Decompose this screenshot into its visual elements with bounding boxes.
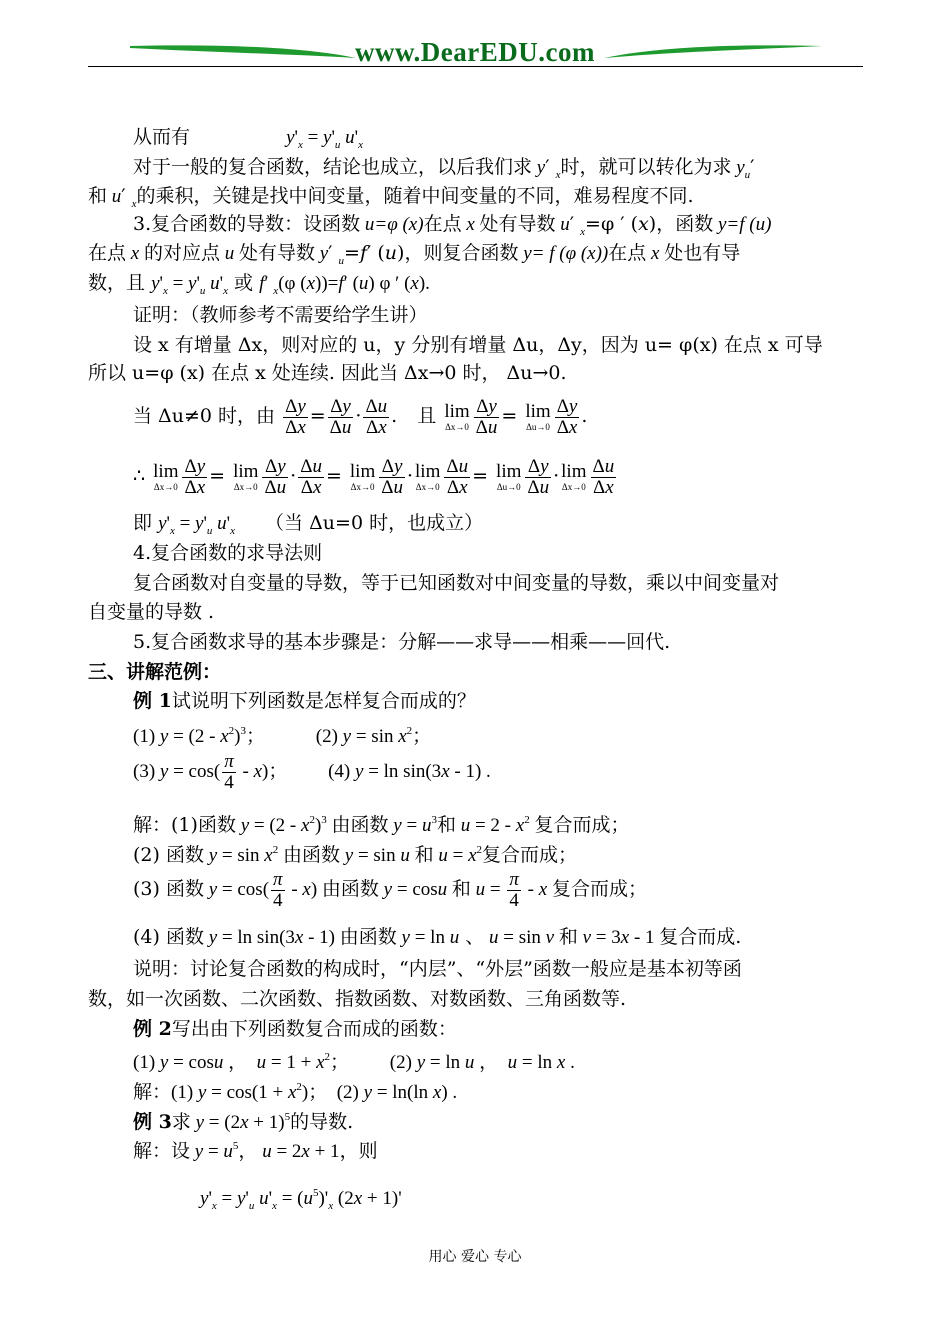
text: 处有导数 (238, 242, 315, 264)
line-7: 证明：（教师参考不需要给学生讲） (133, 304, 428, 326)
text: 和 (436, 814, 456, 836)
text: 函数 (197, 814, 236, 836)
text: 由函数 (339, 926, 397, 948)
text: 或 (234, 272, 254, 294)
text: 和 (88, 185, 108, 207)
text: 对于一般的复合函数，结论也成立，以后我们求 (133, 156, 533, 178)
solution-1: 解：(1)函数 $y = (2 - x^2)^3$ 由函数 $y = u^3$和 $u = 2 - x^2$ 复合而成； (133, 814, 630, 836)
text: 函数 (165, 926, 204, 948)
text: ， (238, 1140, 258, 1162)
text: ，函数 (656, 213, 714, 235)
text: ，则 (339, 1140, 378, 1162)
line-11: ∴ lim Δx→0 $\frac{\Delta y}{\Delta x}$ = lim Δx→0 $\frac{\Delta y}{\Delta u}$ · $\frac{\Delta u}{\Delta x}$ = lim Δx→0 $\frac{\Delta y}{\Delta u}$ · lim Δx→0 $\frac{\Delta u}{\Delta x}$ = lim Δu→0 $\frac{\Delta y}{\Delta u}$ · lim Δx→0 $\frac{\Delta u}{\Delta x}$ (133, 455, 615, 498)
text: 从而有 (133, 126, 191, 148)
text: 由函数 (282, 844, 340, 866)
example-3-solution: 解：设 $y = u^5$， u = 2x + 1，则 (133, 1140, 378, 1162)
text: 的对应点 (143, 242, 220, 264)
line-16: 5.复合函数求导的基本步骤是：分解——求导——相乘——回代. (133, 631, 671, 653)
header-rule (88, 66, 863, 67)
text: 函数 (165, 878, 204, 900)
text: ，则复合函数 (404, 242, 519, 264)
line-9: 所以 u=φ (x) 在点 x 处连续. 因此当 Δx→0 时， Δu→0. (88, 362, 567, 384)
text: 求 (171, 1111, 191, 1133)
example-2-title (133, 1017, 457, 1041)
text: 的乘积，关键是找中间变量，随着中间变量的不同，难易程度不同. (136, 185, 694, 207)
text: 复合而成； (534, 814, 630, 836)
text: 由函数 (321, 878, 379, 900)
text: 试说明下列函数是怎样复合而成的？ (171, 690, 476, 712)
text: 由函数 (331, 814, 389, 836)
line-10: 当 Δu≠0 时，由 $\frac{\Delta y}{\Delta x}$ = $\frac{\Delta y}{\Delta u}$ · $\frac{\Delta u}{\Delta x}$ . 且 lim Δx→0 $\frac{\Delta y}{\Delta u}$ = lim Δu→0 $\frac{\Delta y}{\Delta x}$ . (133, 395, 588, 438)
line-14: 复合函数对自变量的导数，等于已知函数对中间变量的导数，乘以中间变量对 (133, 572, 780, 594)
line-3: 和 u′ $_x$的乘积，关键是找中间变量，随着中间变量的不同，难易程度不同. (88, 185, 694, 210)
example-1-items-b: (3) y = cos( $\frac{\pi}{4}$ - x)； (4) y = ln sin(3x - 1) . (133, 751, 491, 794)
text: 3.复合函数的导数：设函数 (133, 213, 361, 235)
text: 和 (414, 844, 434, 866)
text: 函数 (165, 844, 204, 866)
solution-4: (4) 函数 y = ln sin(3x - 1) 由函数 y = ln u 、 u = sin v 和 v = 3x - 1 复合而成. (133, 926, 742, 948)
solution-3: (3) 函数 y = cos( $\frac{\pi}{4}$ - x) 由函数 y = cosu 和 u = $\frac{\pi}{4}$ - x 复合而成； (133, 869, 647, 912)
text: 复合而成； (551, 878, 647, 900)
line-6: 数，且 $y'_x = y'_u$ $u'_x$ 或 f′ $_x$(φ (x))=f′ (u) φ ′ (x). (88, 272, 430, 297)
solution-2: (2) 函数 $y = \sin x^2$ 由函数 y = sin u 和 $u = x^2$复合而成； (133, 844, 578, 866)
text: 处也有导 (664, 242, 741, 264)
text: 写出由下列函数复合而成的函数： (171, 1018, 457, 1040)
text: 数，且 (88, 272, 146, 294)
line-15: 自变量的导数 . (88, 601, 215, 623)
text: 解： (133, 1081, 172, 1103)
text: 当 Δu≠0 时，由 (133, 405, 276, 427)
text: 复合而成； (482, 844, 578, 866)
text: 时，就可以转化为求 (560, 156, 732, 178)
example-3-derivative: $y'_x = y'_u$ $u'_x = (u^5)'_x$ (2x + 1)' (200, 1187, 402, 1212)
note-line-1: 说明：讨论复合函数的构成时，“内层”、“外层”函数一般应是基本初等函 (133, 958, 742, 980)
example-3-title: 例 3求 $y = (2x + 1)^5$的导数. (133, 1111, 354, 1133)
text: 处有导数 (479, 213, 556, 235)
example-label: 例 3 (133, 1111, 172, 1133)
example-label: 例 2 (133, 1018, 172, 1040)
example-2-solution: 解：(1) $y = \cos(1 + x^2)$； (2) y = ln(ln x) . (133, 1081, 458, 1103)
line-5: 在点 x 的对应点 u 处有导数 y′ $_u$=f′ (u)，则复合函数 y= f (φ (x))在点 x 处也有导 (88, 242, 741, 267)
example-1-title (133, 689, 476, 713)
text: 的导数. (290, 1111, 354, 1133)
section-heading: 三、讲解范例： (88, 661, 222, 683)
text: （当 Δu=0 时，也成立） (265, 512, 484, 534)
text: 解： (133, 814, 172, 836)
example-1-items-a: (1) $y = (2 - x^2)^3$； (2) $y = \sin x^2$； (133, 725, 432, 747)
text: 在点 (608, 242, 647, 264)
text: 和 (451, 878, 471, 900)
text: 复合而成. (659, 926, 742, 948)
note-line-2: 数，如一次函数、二次函数、指数函数、对数函数、三角函数等. (88, 988, 627, 1010)
line-1: 从而有 $y'_x = y'_u$ $u'_x$ (133, 126, 363, 151)
page-footer: 用心 爱心 专心 (428, 1249, 522, 1265)
text: 在点 (423, 213, 462, 235)
text: 解：设 (133, 1140, 191, 1162)
site-logo-text: www.DearEDU.com (355, 37, 595, 67)
line-12: 即 $y'_x = y'_u$ $u'_x$ （当 Δu=0 时，也成立） (133, 512, 484, 537)
text: 和 (558, 926, 578, 948)
example-label: 例 1 (133, 690, 172, 712)
line-2: 对于一般的复合函数，结论也成立，以后我们求 y′ $_x$时，就可以转化为求 $y_u'$ (133, 156, 755, 181)
line-13: 4.复合函数的求导法则 (133, 542, 323, 564)
text: 即 (133, 512, 153, 534)
line-4: 3.复合函数的导数：设函数 u=φ (x)在点 x 处有导数 u′ $_x$=φ ′ (x)，函数 y=f (u) (133, 213, 772, 238)
line-8: 设 x 有增量 Δx，则对应的 u，y 分别有增量 Δu，Δy，因为 u= φ(x) 在点 x 可导 (133, 334, 823, 356)
text: 且 (417, 405, 437, 427)
example-2-items: (1) y = cosu ， $u = 1 + x^2$； (2) y = ln u ， u = ln x . (133, 1051, 575, 1073)
text: 在点 (88, 242, 127, 264)
